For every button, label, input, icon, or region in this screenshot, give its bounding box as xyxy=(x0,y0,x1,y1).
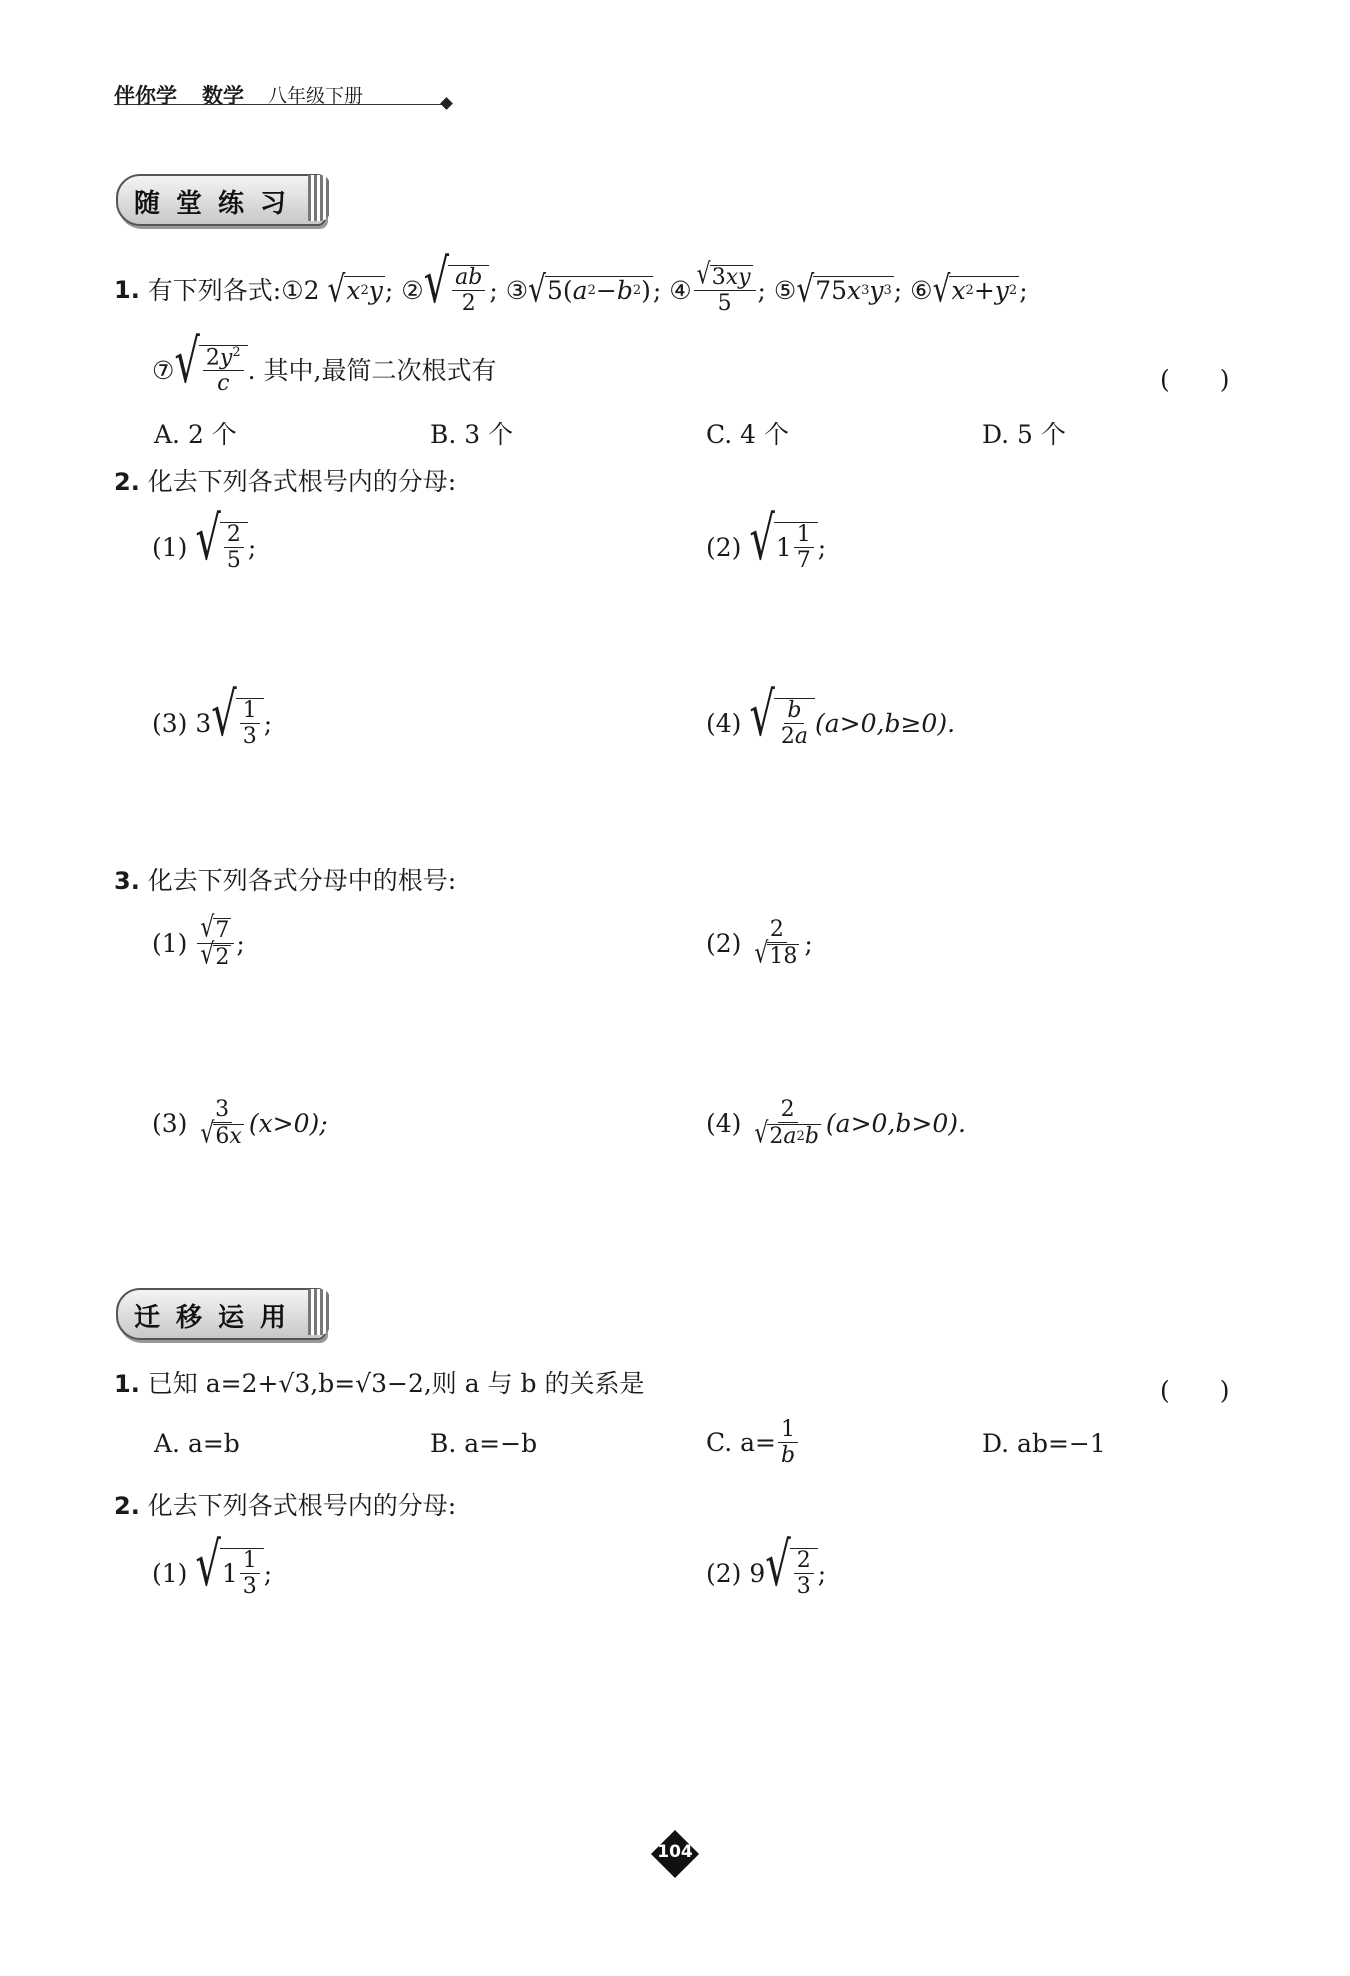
expr-2: √ $\frac{ab}{2}$ xyxy=(424,265,490,315)
answer-bracket-t1: ( ) xyxy=(1160,1376,1230,1405)
transfer-question-1 xyxy=(114,1371,645,1396)
item-7-marker: ⑦ xyxy=(152,355,175,385)
item-6-marker: ⑥ xyxy=(910,275,933,305)
q2-part-4: (4) √ $\frac{b}{2a}$ (a>0,b≥0). xyxy=(706,680,956,750)
option-d: D. 5 个 xyxy=(982,420,1066,449)
t1-option-b: B. a=−b xyxy=(430,1429,538,1458)
transfer-question-2-number: 2. xyxy=(114,1492,140,1520)
q3-label-2: (2) xyxy=(706,928,742,958)
question-2 xyxy=(114,469,456,494)
option-b: B. 3 个 xyxy=(430,420,514,449)
question-3-text: 化去下列各式分母中的根号: xyxy=(147,866,457,895)
expr-4: √ 3 xy 5 xyxy=(694,265,756,315)
q3-part-2: (2) 2 √ 18 ; xyxy=(706,917,813,971)
q3-label-4: (4) xyxy=(706,1108,742,1138)
item-3-marker: ③ xyxy=(505,275,529,305)
section-title-transfer: 迁移运用 xyxy=(134,1303,303,1333)
expr-6: √ x 2 + y 2 xyxy=(932,267,1018,311)
item-1-marker: ① xyxy=(281,275,304,305)
q2-part-2: (2) √ 1 $\frac{1}{7}$ ; xyxy=(706,504,827,574)
question-1-line-2 xyxy=(152,327,497,397)
transfer-question-1-number: 1. xyxy=(114,1370,140,1398)
expr-7: √ $\frac{2y^2}{c}$ xyxy=(174,345,247,396)
t2-part-1: (1) √ 1 $\frac{1}{3}$ ; xyxy=(152,1530,273,1600)
q2-label-4: (4) xyxy=(706,708,742,738)
q3-condition-3: (x>0); xyxy=(248,1108,328,1138)
q2-label-3: (3) xyxy=(152,708,188,738)
t1-option-a: A. a=b xyxy=(154,1429,240,1458)
t2-part-2: (2) 9 √ $\frac{2}{3}$ ; xyxy=(706,1530,827,1600)
q3-part-1: (1) √ 7 √ 2 ; xyxy=(152,911,245,972)
header-brand: 伴你学 xyxy=(114,84,177,108)
question-1-prefix: 有下列各式: xyxy=(147,275,282,305)
option-a: A. 2 个 xyxy=(154,420,237,449)
banner-stripes-icon xyxy=(308,1289,330,1335)
expr-5: √ 75 x 3 y 3 xyxy=(796,267,892,311)
item-4-marker: ④ xyxy=(669,275,692,305)
header-grade: 八年级下册 xyxy=(268,85,364,107)
q2-part-3: (3) 3 √ $\frac{1}{3}$ ; xyxy=(152,680,273,750)
transfer-question-2-text: 化去下列各式根号内的分母: xyxy=(147,1491,457,1520)
question-2-text: 化去下列各式根号内的分母: xyxy=(147,467,457,496)
header-rule xyxy=(114,104,444,105)
page-number xyxy=(651,1830,699,1878)
q2-part-1: (1) √ $\frac{2}{5}$ ; xyxy=(152,504,257,574)
answer-bracket-q1: ( ) xyxy=(1160,365,1230,394)
question-1-suffix: . 其中,最简二次根式有 xyxy=(247,355,497,385)
t1-option-d: D. ab=−1 xyxy=(982,1429,1106,1458)
q3-part-3: (3) 3 √ 6 x (x>0); xyxy=(152,1097,328,1151)
q2-condition-4: (a>0,b≥0). xyxy=(815,708,956,738)
item-2-marker: ② xyxy=(401,275,424,305)
question-1-line-1: 1. 有下列各式: ① 2 √ x 2 y ; ② √ $\frac{ab}{2}$ ; ③ √ 5( a 2 − b 2 ) ; ④ √ 3 xy 5 ; ⑤ √ 75 x 3 y 3 ; ⑥ √ x 2 + y 2 ; xyxy=(114,247,1028,317)
t2-label-2: (2) xyxy=(706,1558,742,1588)
expr-1: √ x 2 y xyxy=(327,267,383,311)
t1-option-c-label: C. a= xyxy=(706,1428,776,1458)
expr-3: √ 5( a 2 − b 2 ) xyxy=(528,267,651,311)
item-5-marker: ⑤ xyxy=(773,275,797,305)
option-c: C. 4 个 xyxy=(706,420,789,449)
question-3-number: 3. xyxy=(114,867,140,895)
q2-label-2: (2) xyxy=(706,532,742,562)
t2-label-1: (1) xyxy=(152,1558,188,1588)
transfer-question-1-text: 已知 a=2+√3,b=√3−2,则 a 与 b 的关系是 xyxy=(147,1369,645,1398)
q3-part-4: (4) 2 √ 2 a 2 b (a>0,b>0). xyxy=(706,1097,966,1151)
q3-label-1: (1) xyxy=(152,929,188,959)
header-subject: 数学 xyxy=(202,84,244,108)
q3-condition-4: (a>0,b>0). xyxy=(825,1108,966,1138)
question-2-number: 2. xyxy=(114,468,140,496)
q2-label-1: (1) xyxy=(152,532,188,562)
section-title-practice: 随堂练习 xyxy=(134,189,303,219)
question-1-number: 1. xyxy=(114,276,140,305)
q3-label-3: (3) xyxy=(152,1108,188,1138)
t1-option-c: C. a= $\frac{1}{b}$ xyxy=(706,1418,800,1467)
transfer-question-2 xyxy=(114,1493,456,1518)
page-number-text: 104 xyxy=(657,1842,693,1862)
header-diamond-icon xyxy=(440,97,453,110)
banner-stripes-icon xyxy=(308,175,330,221)
question-3 xyxy=(114,868,456,893)
